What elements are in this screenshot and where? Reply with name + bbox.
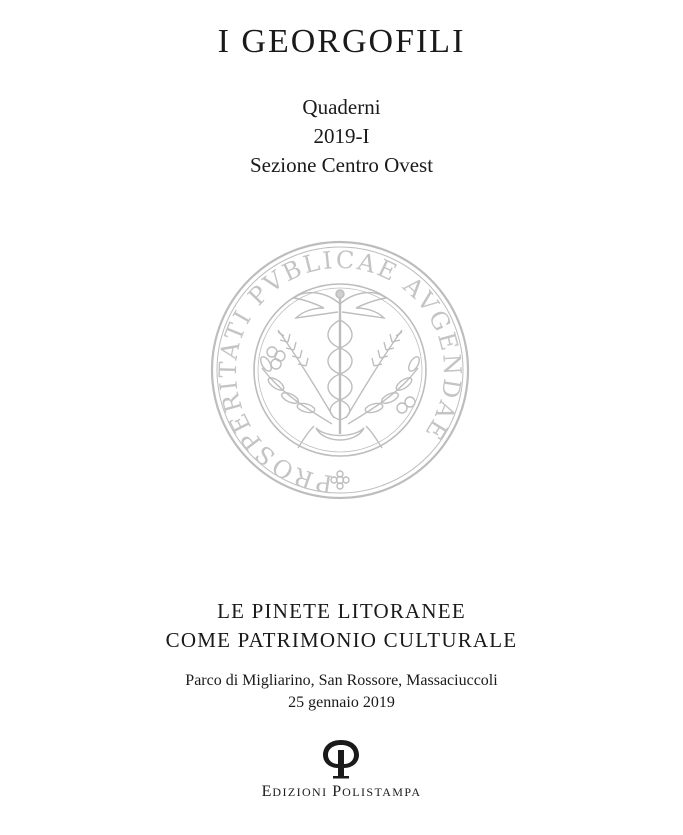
publisher-name bbox=[0, 782, 683, 802]
publisher-name-rest-1: DIZIONI bbox=[272, 785, 328, 799]
seal-emblem bbox=[206, 238, 474, 502]
event-place: Parco di Migliarino, San Rossore, Massaciuccoli bbox=[185, 672, 498, 689]
book-title bbox=[0, 597, 683, 655]
subtitle-line-quaderni: Quaderni bbox=[302, 95, 381, 119]
subtitle-line-section: Sezione Centro Ovest bbox=[249, 153, 434, 177]
publisher-p-logo-icon bbox=[320, 736, 362, 780]
seal-motto: PROSPERITATI PVBLICAE AVGENDAE bbox=[213, 245, 467, 498]
subtitle-block bbox=[0, 93, 683, 180]
publisher-name-rest-2: OLISTAMPA bbox=[342, 785, 422, 799]
publisher-name-initial-1: E bbox=[261, 783, 273, 800]
subtitle-line-issue: 2019-I bbox=[313, 124, 370, 148]
event-info bbox=[0, 670, 683, 714]
publisher-name-initial-2: P bbox=[332, 783, 343, 800]
seal-icon bbox=[206, 238, 474, 502]
event-date: 25 gennaio 2019 bbox=[288, 694, 395, 711]
series-title: I GEORGOFILI bbox=[217, 23, 466, 60]
book-title-line-1: LE PINETE LITORANEE bbox=[217, 599, 466, 623]
book-title-line-2: COME PATRIMONIO CULTURALE bbox=[165, 628, 518, 652]
